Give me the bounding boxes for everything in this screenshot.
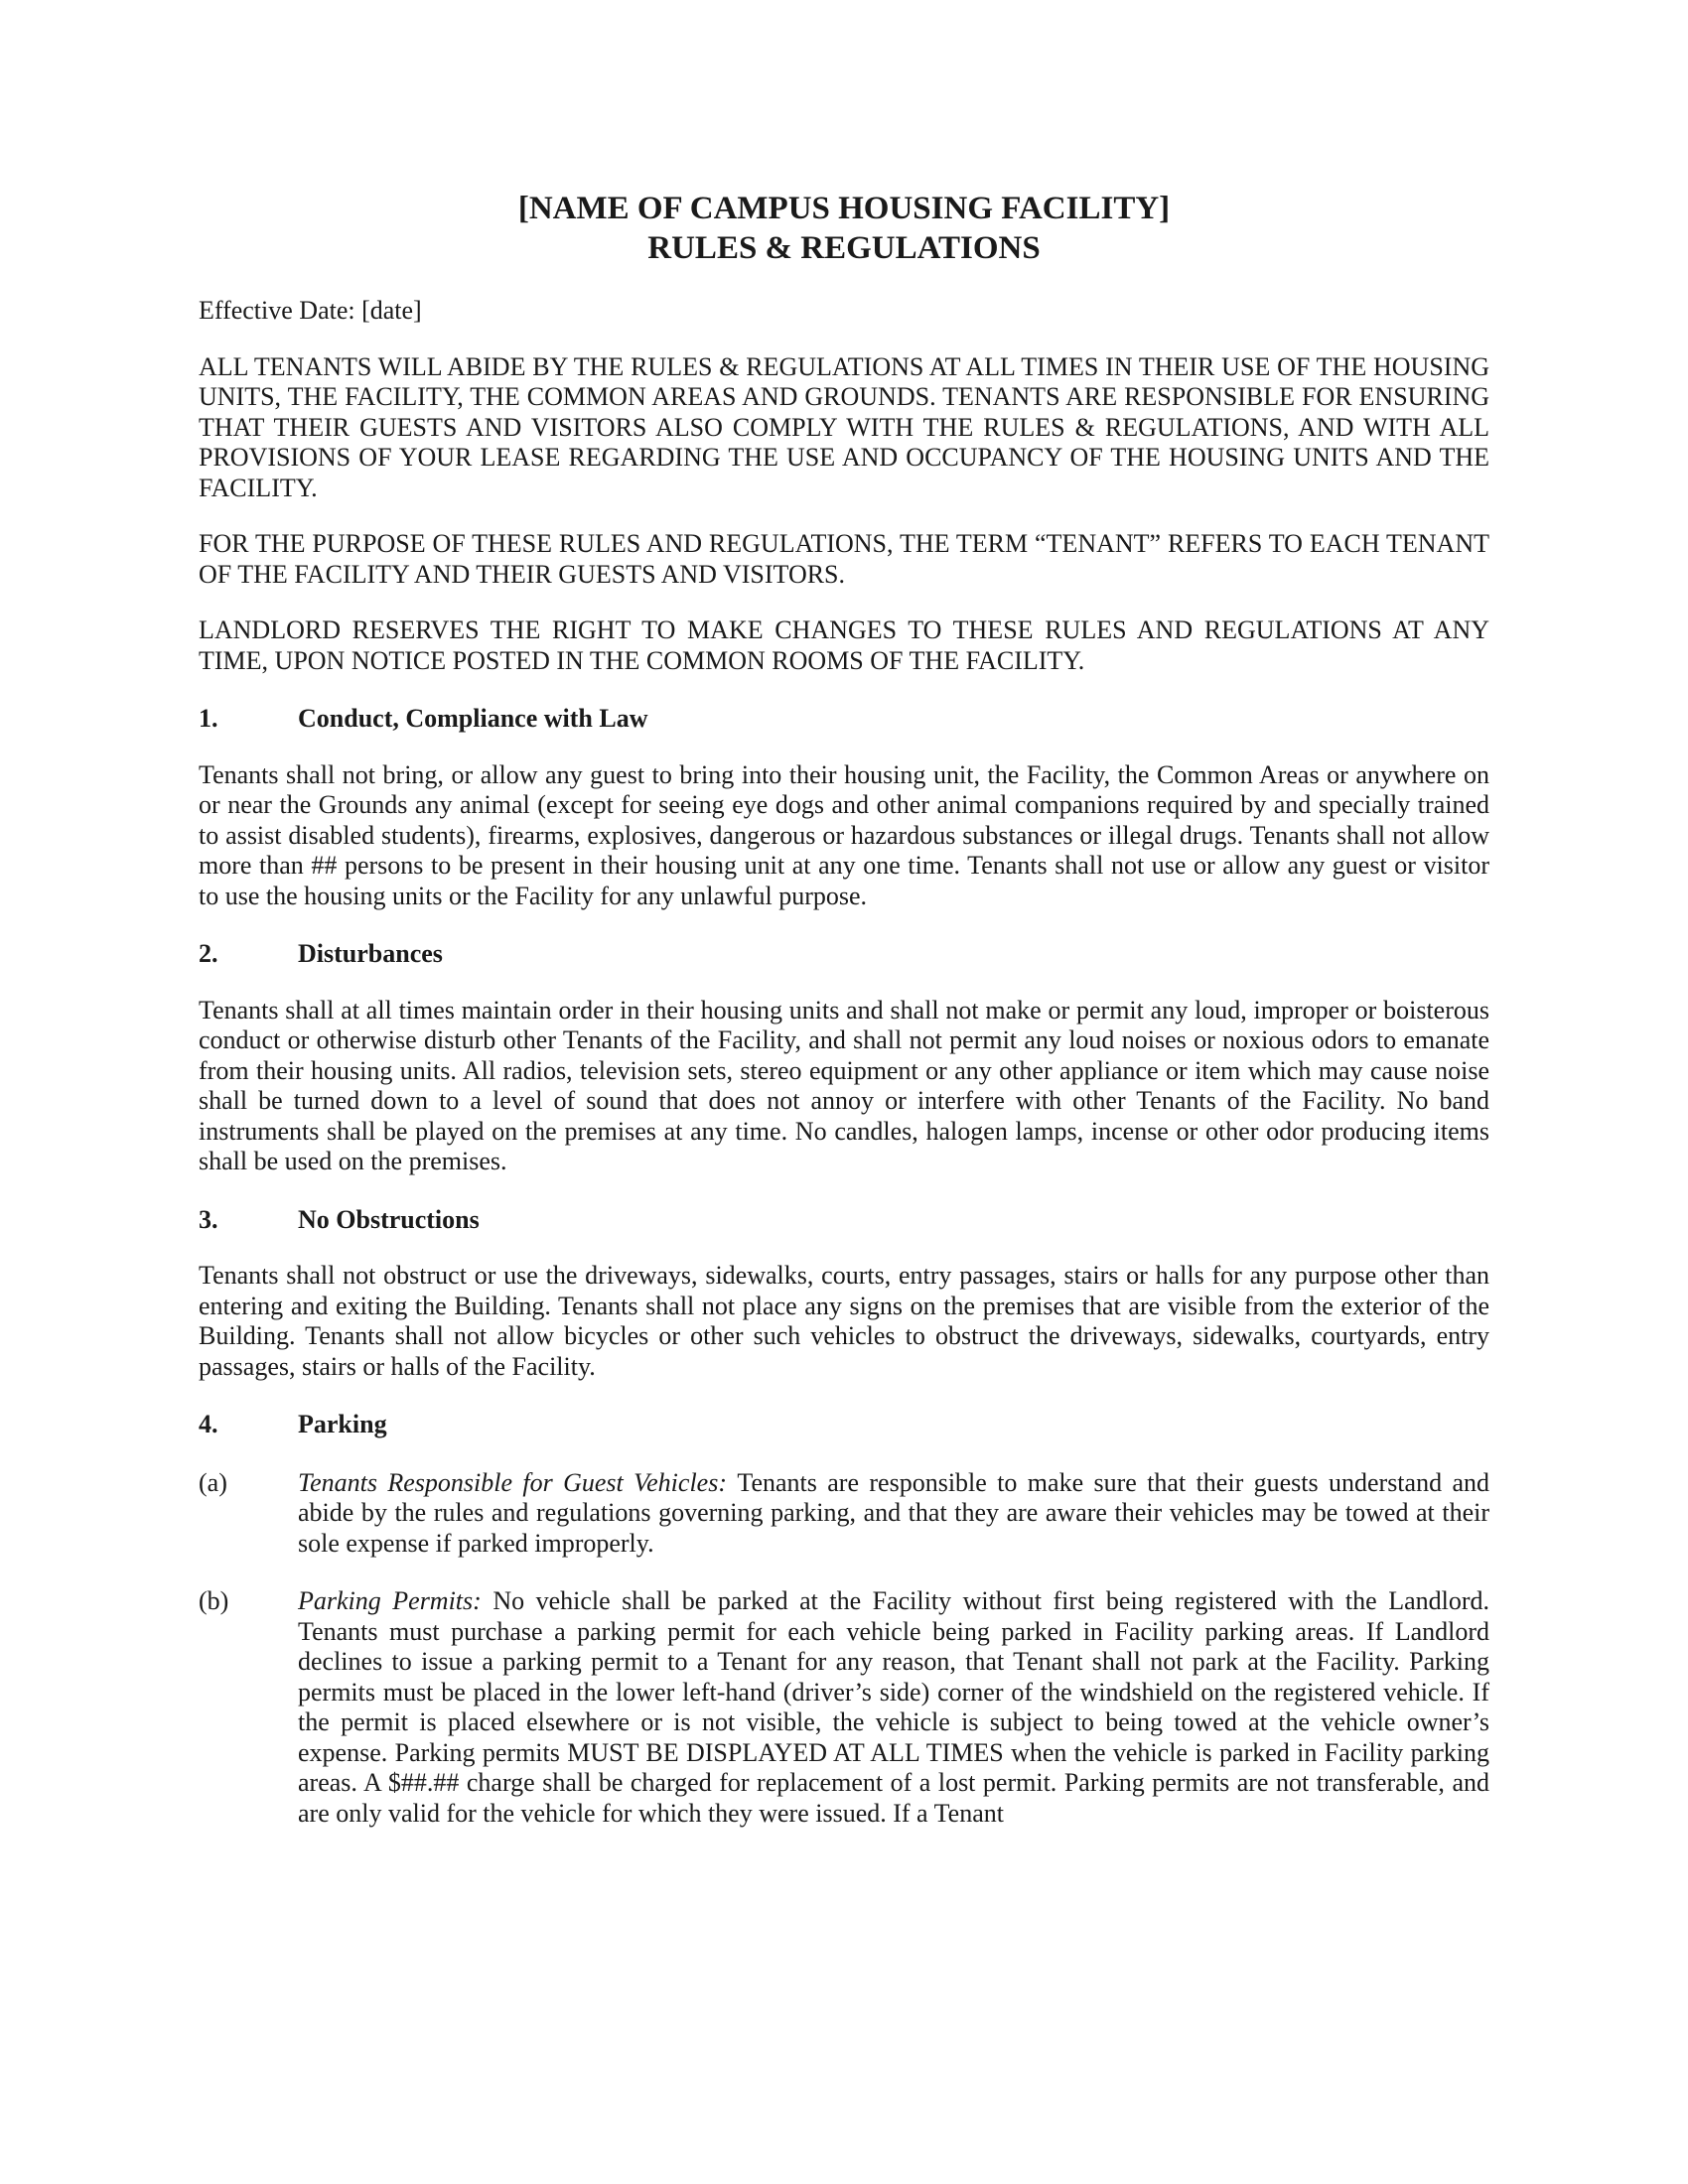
subsection-title: Parking Permits: [298,1586,493,1615]
section-number: 1. [199,704,218,733]
subsection-text: No vehicle shall be parked at the Facility without first being registered with the Landlord. Tenants must purchase a parking permit for each vehicle being parked in Facility parking areas. If Landlord declines to issue a parking permit to a Tenant for any reason, that Tenant shall not park at the Facility. Parking permits must be placed in the lower left-hand (driver’s side) corner of the windshield on the registered vehicle. If the permit is placed elsewhere or is not visible, the vehicle is subject to being towed at the vehicle owner’s expense. Parking permits MUST BE DISPLAYED AT ALL TIMES when the vehicle is parked in Facility parking areas. A $##.## charge shall be charged for replacement of a lost permit. Parking permits are not transferable, and are only valid for the vehicle for which they were issued. If a Tenant [298,1586,1489,1828]
intro-paragraph-3: LANDLORD RESERVES THE RIGHT TO MAKE CHANGES TO THESE RULES AND REGULATIONS AT ANY TIME, UPON NOTICE POSTED IN THE COMMON ROOMS OF THE FACILITY. [199,615,1489,675]
title-line-2: RULES & REGULATIONS [647,230,1041,266]
section-title: Disturbances [298,939,443,968]
section-body: Tenants shall not bring, or allow any guest to bring into their housing unit, the Facility, the Common Areas or anywhere on or near the Grounds any animal (except for seeing eye dogs and other animal companions required by and specially trained to assist disabled students), firearms, explosives, dangerous or hazardous substances or illegal drugs. Tenants shall not allow more than ## persons to be present in their housing unit at any one time. Tenants shall not use or allow any guest or visitor to use the housing units or the Facility for any unlawful purpose. [199,759,1489,910]
section-number: 4. [199,1410,218,1438]
section-heading [199,704,1489,735]
section-number: 2. [199,939,218,968]
subsection [199,1468,1489,1560]
section-body: Tenants shall at all times maintain order in their housing units and shall not make or permit any loud, improper or boisterous conduct or otherwise disturb other Tenants of the Facility, and shall not permit any loud noises or noxious odors to emanate from their housing units. All radios, television sets, stereo equipment or any other appliance or item which may cause noise shall be turned down to a level of sound that does not annoy or interfere with other Tenants of the Facility. No band instruments shall be played on the premises at any time. No candles, halogen lamps, incense or other odor producing items shall be used on the premises. [199,995,1489,1175]
subsection [199,1586,1489,1829]
subsection-label: (a) [199,1467,227,1497]
subsection-label: (b) [199,1586,229,1615]
intro-paragraph-2: FOR THE PURPOSE OF THESE RULES AND REGULATIONS, THE TERM “TENANT” REFERS TO EACH TENANT OF THE FACILITY AND THEIR GUESTS AND VISITORS. [199,529,1489,589]
section-heading [199,1410,1489,1440]
section-heading [199,939,1489,970]
section-number: 3. [199,1204,218,1234]
section-title: No Obstructions [298,1204,480,1234]
intro-paragraph-1: ALL TENANTS WILL ABIDE BY THE RULES & REGULATIONS AT ALL TIMES IN THEIR USE OF THE HOUSING UNITS, THE FACILITY, THE COMMON AREAS AND GROUNDS. TENANTS ARE RESPONSIBLE FOR ENSURING THAT THEIR GUESTS AND VISITORS ALSO COMPLY WITH THE RULES & REGULATIONS, AND WITH ALL PROVISIONS OF YOUR LEASE REGARDING THE USE AND OCCUPANCY OF THE HOUSING UNITS AND THE FACILITY. [199,351,1489,502]
subsection-title: Tenants Responsible for Guest Vehicles: [298,1467,738,1497]
section-heading [199,1205,1489,1236]
document-page [199,189,1489,1829]
title-line-1: [NAME OF CAMPUS HOUSING FACILITY] [517,191,1171,226]
subsection-text: Tenants are responsible to make sure that their guests understand and abide by the rules and regulations governing parking, and that they are aware their vehicles may be towed at their sole expense if parked improperly. [298,1467,1490,1558]
section-title: Parking [298,1410,387,1438]
document-title [199,189,1489,268]
subsection-body [298,1468,1489,1560]
section-title: Conduct, Compliance with Law [298,704,648,733]
effective-date: Effective Date: [date] [199,296,422,325]
section-body: Tenants shall not obstruct or use the driveways, sidewalks, courts, entry passages, stairs or halls for any purpose other than entering and exiting the Building. Tenants shall not place any signs on the premises that are visible from the exterior of the Building. Tenants shall not allow bicycles or other such vehicles to obstruct the driveways, sidewalks, courtyards, entry passages, stairs or halls of the Facility. [199,1261,1489,1381]
subsection-body [298,1586,1489,1829]
